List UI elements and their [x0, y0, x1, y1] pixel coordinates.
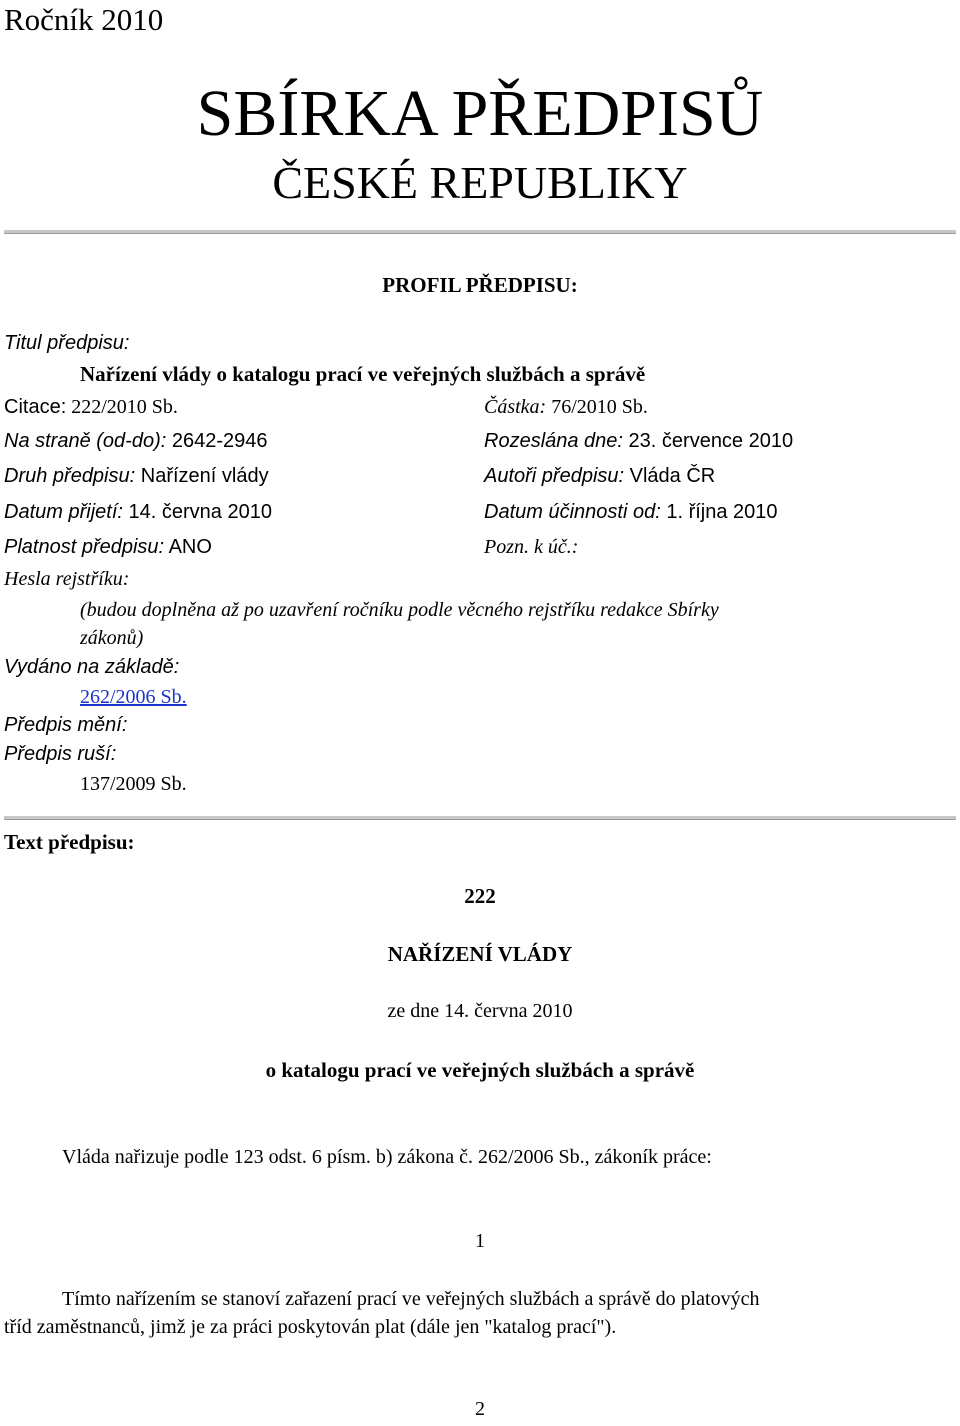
validity-label: Platnost předpisu:	[4, 536, 165, 558]
profile-divider	[4, 816, 956, 820]
section-2-heading: 2	[475, 1398, 485, 1420]
paragraph-1-line2: tříd zaměstnanců, jimž je za práci poskytován plat (dále jen "katalog prací").	[4, 1316, 617, 1338]
index-keywords-value-line2: zákonů)	[80, 627, 144, 649]
pages-label: Na straně (od-do):	[4, 430, 167, 452]
issued-based-on-label: Vydáno na základě:	[4, 656, 180, 678]
distributed-value: 23. července 2010	[628, 430, 794, 452]
title-value: Nařízení vlády o katalogu prací ve veřejných službách a správě	[80, 362, 646, 386]
note-label: Pozn. k úč.:	[484, 536, 579, 558]
type-value: Nařízení vlády	[140, 465, 269, 487]
paragraph-1-line1: Tímto nařízením se stanoví zařazení prací ve veřejných službách a správě do platových	[62, 1288, 760, 1310]
citation-label: Citace:	[4, 396, 67, 418]
text-heading: Text předpisu:	[4, 830, 135, 854]
pages-value: 2642-2946	[171, 430, 268, 452]
title-label: Titul předpisu:	[4, 332, 130, 354]
effective-row	[484, 501, 778, 524]
regulation-number: 222	[464, 884, 496, 908]
regulation-subject: o katalogu prací ve veřejných službách a správě	[265, 1058, 695, 1082]
citation-row	[4, 396, 178, 419]
effective-label: Datum účinnosti od:	[484, 501, 661, 523]
validity-row	[4, 536, 212, 559]
profile-heading: PROFIL PŘEDPISU:	[382, 273, 578, 297]
authors-value: Vláda ČR	[629, 465, 716, 487]
authors-label: Autoři předpisu:	[484, 465, 625, 487]
pages-row	[4, 430, 268, 453]
validity-value: ANO	[168, 536, 212, 558]
adopted-row	[4, 501, 272, 524]
part-row	[484, 396, 648, 419]
volume-year: Ročník 2010	[4, 2, 164, 37]
distributed-label: Rozeslána dne:	[484, 430, 623, 452]
section-1-heading: 1	[475, 1230, 485, 1252]
type-row	[4, 465, 269, 488]
effective-value: 1. října 2010	[666, 501, 778, 523]
adopted-label: Datum přijetí:	[4, 501, 123, 523]
header-divider	[4, 230, 956, 234]
distributed-row	[484, 430, 793, 453]
amends-label: Předpis mění:	[4, 714, 128, 736]
collection-subtitle: ČESKÉ REPUBLIKY	[272, 157, 688, 208]
type-label: Druh předpisu:	[4, 465, 136, 487]
preamble: Vláda nařizuje podle 123 odst. 6 písm. b) zákona č. 262/2006 Sb., zákoník práce:	[62, 1146, 712, 1168]
citation-value: 222/2010 Sb.	[71, 396, 178, 418]
index-keywords-value-line1: (budou doplněna až po uzavření ročníku podle věcného rejstříku redakce Sbírky	[80, 599, 719, 621]
authors-row	[484, 465, 715, 488]
collection-title: SBÍRKA PŘEDPISŮ	[196, 77, 764, 150]
repeals-value: 137/2009 Sb.	[80, 773, 187, 795]
issued-based-on-link[interactable]: 262/2006 Sb.	[80, 686, 187, 708]
index-keywords-label: Hesla rejstříku:	[4, 568, 130, 590]
adopted-value: 14. června 2010	[128, 501, 272, 523]
part-label: Částka:	[484, 396, 547, 418]
part-value: 76/2010 Sb.	[551, 396, 648, 418]
regulation-date: ze dne 14. června 2010	[387, 1000, 573, 1022]
repeals-label: Předpis ruší:	[4, 743, 117, 765]
regulation-type: NAŘÍZENÍ VLÁDY	[387, 942, 573, 966]
